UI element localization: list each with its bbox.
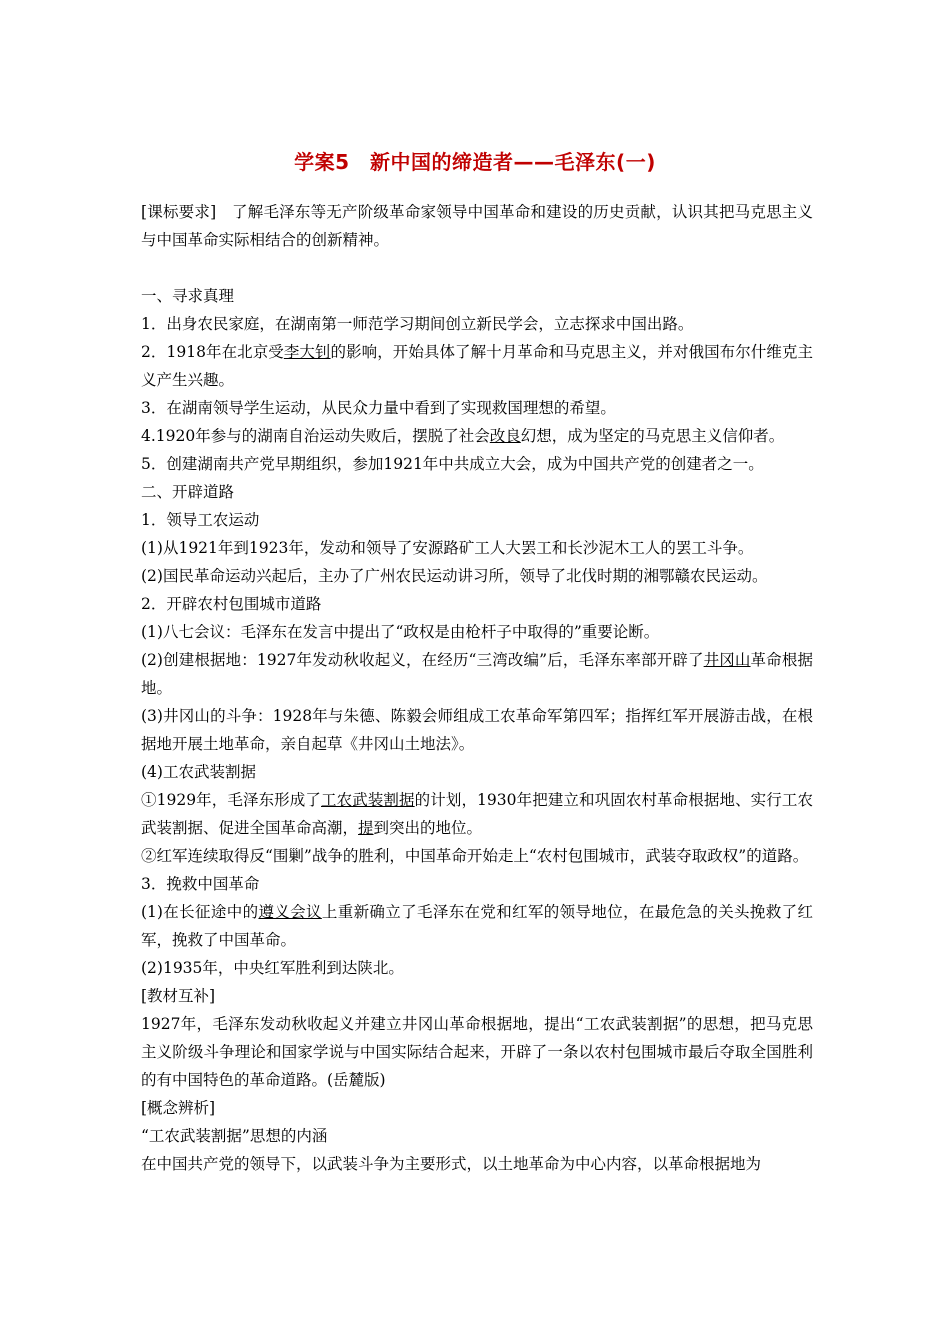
- section2-sub1-heading: 1．领导工农运动: [141, 511, 260, 529]
- underlined-term: 工农武装割据: [321, 791, 415, 809]
- concept-tag: [概念辨析]: [141, 1099, 216, 1117]
- section2-sub2-heading: 2．开辟农村包围城市道路: [141, 595, 322, 613]
- section2-sub2-item-4-1: [141, 786, 813, 842]
- concept-subtitle: “工农武装割据”思想的内涵: [141, 1127, 328, 1145]
- supplement-tag: [教材互补]: [141, 987, 216, 1005]
- text-span: 上重新确立了毛泽东在党和红军的领导地位，在最危急的关头挽救了红军，挽救了中国革命。: [141, 903, 813, 949]
- section2-sub3-item-1: [141, 898, 813, 954]
- section1-item-5: 5．创建湖南共产党早期组织，参加1921年中共成立大会，成为中国共产党的创建者之一。: [141, 455, 764, 473]
- section2-sub2-item-4-heading: (4)工农武装割据: [141, 763, 256, 781]
- text-span: 2．1918年在北京受: [141, 343, 284, 361]
- text-span: ①1929年，毛泽东形成了: [141, 791, 321, 809]
- underlined-term: 改良: [489, 427, 521, 445]
- section2-sub3-heading: 3．挽救中国革命: [141, 875, 260, 893]
- text-span: 革命根据地。: [141, 651, 813, 697]
- text-span: 4.1920年参与的湖南自治运动失败后，摆脱了社会: [141, 427, 490, 445]
- section2-sub1-item-2: (2)国民革命运动兴起后，主办了广州农民运动讲习所，领导了北伐时期的湘鄂赣农民运动。: [141, 567, 768, 585]
- requirement-tag: [课标要求]: [141, 203, 217, 221]
- section2-sub3-item-2: (2)1935年，中央红军胜利到达陕北。: [141, 959, 404, 977]
- section1-item-4: [141, 422, 813, 450]
- section2-sub2-item-1: (1)八七会议：毛泽东在发言中提出了“政权是由枪杆子中取得的”重要论断。: [141, 623, 660, 641]
- section2-heading: 二、开辟道路: [141, 483, 235, 501]
- curriculum-requirement: [141, 198, 813, 254]
- text-span: 的计划，1930年把建立和巩固农村革命根据地、实行工农武装割据、促进全国革命高潮，: [141, 791, 813, 837]
- section1-item-1: 1．出身农民家庭，在湖南第一师范学习期间创立新民学会，立志探求中国出路。: [141, 315, 694, 333]
- underlined-term: 遵义会议: [258, 903, 322, 921]
- supplement-text: 1927年，毛泽东发动秋收起义并建立井冈山革命根据地，提出“工农武装割据”的思想，把马克思主义阶级斗争理论和国家学说与中国实际结合起来，开辟了一条以农村包围城市最后夺取全国胜利的有中国特色的革命道路。(岳麓版): [141, 1015, 813, 1089]
- text-span: (2)创建根据地：1927年发动秋收起义，在经历“三湾改编”后，毛泽东率部开辟了: [141, 651, 704, 669]
- underlined-term: 井冈山: [703, 651, 751, 669]
- underlined-term: 提: [358, 819, 374, 837]
- section2-sub2-item-3: (3)井冈山的斗争：1928年与朱德、陈毅会师组成工农革命军第四军；指挥红军开展游击战，在根据地开展土地革命，亲自起草《井冈山土地法》。: [141, 707, 813, 753]
- text-span: 幻想，成为坚定的马克思主义信仰者。: [520, 427, 785, 445]
- section2-sub1-item-1: (1)从1921年到1923年，发动和领导了安源路矿工人大罢工和长沙泥木工人的罢工斗争。: [141, 539, 754, 557]
- requirement-text: 了解毛泽东等无产阶级革命家领导中国革命和建设的历史贡献，认识其把马克思主义与中国革命实际相结合的创新精神。: [141, 203, 813, 249]
- document-body: [141, 198, 813, 1178]
- text-span: (1)在长征途中的: [141, 903, 259, 921]
- section1-item-2: [141, 338, 813, 394]
- section1-heading: 一、寻求真理: [141, 287, 235, 305]
- text-span: 到突出的地位。: [373, 819, 483, 837]
- section1-item-3: 3．在湖南领导学生运动，从民众力量中看到了实现救国理想的希望。: [141, 399, 616, 417]
- concept-text: 在中国共产党的领导下，以武装斗争为主要形式，以土地革命为中心内容，以革命根据地为: [141, 1155, 762, 1173]
- section2-sub2-item-4-2: ②红军连续取得反“围剿”战争的胜利，中国革命开始走上“农村包围城市，武装夺取政权”的道路。: [141, 847, 809, 865]
- section2-sub2-item-2: [141, 646, 813, 702]
- underlined-term: 李大钊: [283, 343, 331, 361]
- page-title: 学案5 新中国的缔造者——毛泽东(一): [294, 150, 656, 174]
- text-span: 的影响，开始具体了解十月革命和马克思主义，并对俄国布尔什维克主义产生兴趣。: [141, 343, 813, 389]
